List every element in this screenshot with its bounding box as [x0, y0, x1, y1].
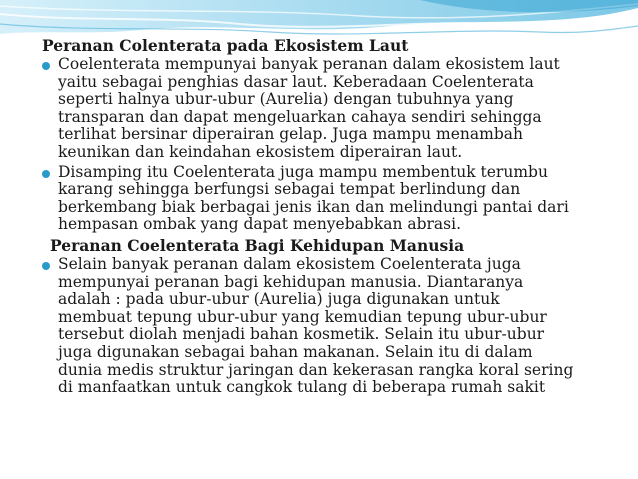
- wave-graphic: [0, 0, 638, 40]
- bullet-dot-icon: [42, 262, 50, 270]
- bullet-line: mempunyai peranan bagi kehidupan manusia. Diantaranya: [58, 272, 524, 291]
- bullet-line: membuat tepung ubur-ubur yang kemudian tepung ubur-ubur: [58, 307, 547, 326]
- bullet-line: keunikan dan keindahan ekosistem diperairan laut.: [58, 142, 463, 161]
- bullet-line: berkembang biak berbagai jenis ikan dan melindungi pantai dari: [58, 197, 569, 216]
- bullet-dot-icon: [42, 170, 50, 178]
- bullet-line: di manfaatkan untuk cangkok tulang di beberapa rumah sakit: [58, 378, 546, 397]
- bullet-line: dunia medis struktur jaringan dan kekerasan rangka koral sering: [58, 360, 574, 379]
- bullet-dot-icon: [42, 62, 50, 70]
- bullet-line: tersebut diolah menjadi bahan kosmetik. Selain itu ubur-ubur: [58, 325, 545, 344]
- bullet-line: hempasan ombak yang dapat menyebabkan abrasi.: [58, 215, 462, 234]
- bullet-line: Coelenterata mempunyai banyak peranan dalam ekosistem laut: [58, 55, 560, 73]
- bullet-line: transparan dan dapat mengeluarkan cahaya sendiri sehingga: [58, 107, 542, 126]
- bullet-line: Disamping itu Coelenterata juga mampu membentuk terumbu: [58, 162, 548, 181]
- bullet-line: karang sehingga berfungsi sebagai tempat berlindung dan: [58, 180, 521, 199]
- bullet-line: terlihat bersinar diperairan gelap. Juga mampu menambah: [58, 125, 523, 144]
- slide-content: [40, 36, 620, 399]
- bullet-line: seperti halnya ubur-ubur (Aurelia) dengan tubuhnya yang: [58, 90, 514, 109]
- bullet-line: yaitu sebagai penghias dasar laut. Keberadaan Coelenterata: [58, 72, 534, 91]
- bullet-line: adalah : pada ubur-ubur (Aurelia) juga digunakan untuk: [58, 290, 500, 309]
- bullet-item-ecosystem-decoration: [40, 56, 620, 162]
- decorative-wave-band: [0, 0, 638, 40]
- bullet-line: Selain banyak peranan dalam ekosistem Coelenterata juga: [58, 254, 521, 273]
- heading-ecosystem-role: Peranan Colenterata pada Ekosistem Laut: [42, 36, 409, 55]
- bullet-item-coral-reef: [40, 164, 620, 234]
- bullet-item-human-benefits: [40, 256, 620, 397]
- heading-human-role: Peranan Coelenterata Bagi Kehidupan Manusia: [50, 235, 465, 255]
- bullet-line: juga digunakan sebagai bahan makanan. Selain itu di dalam: [58, 342, 533, 361]
